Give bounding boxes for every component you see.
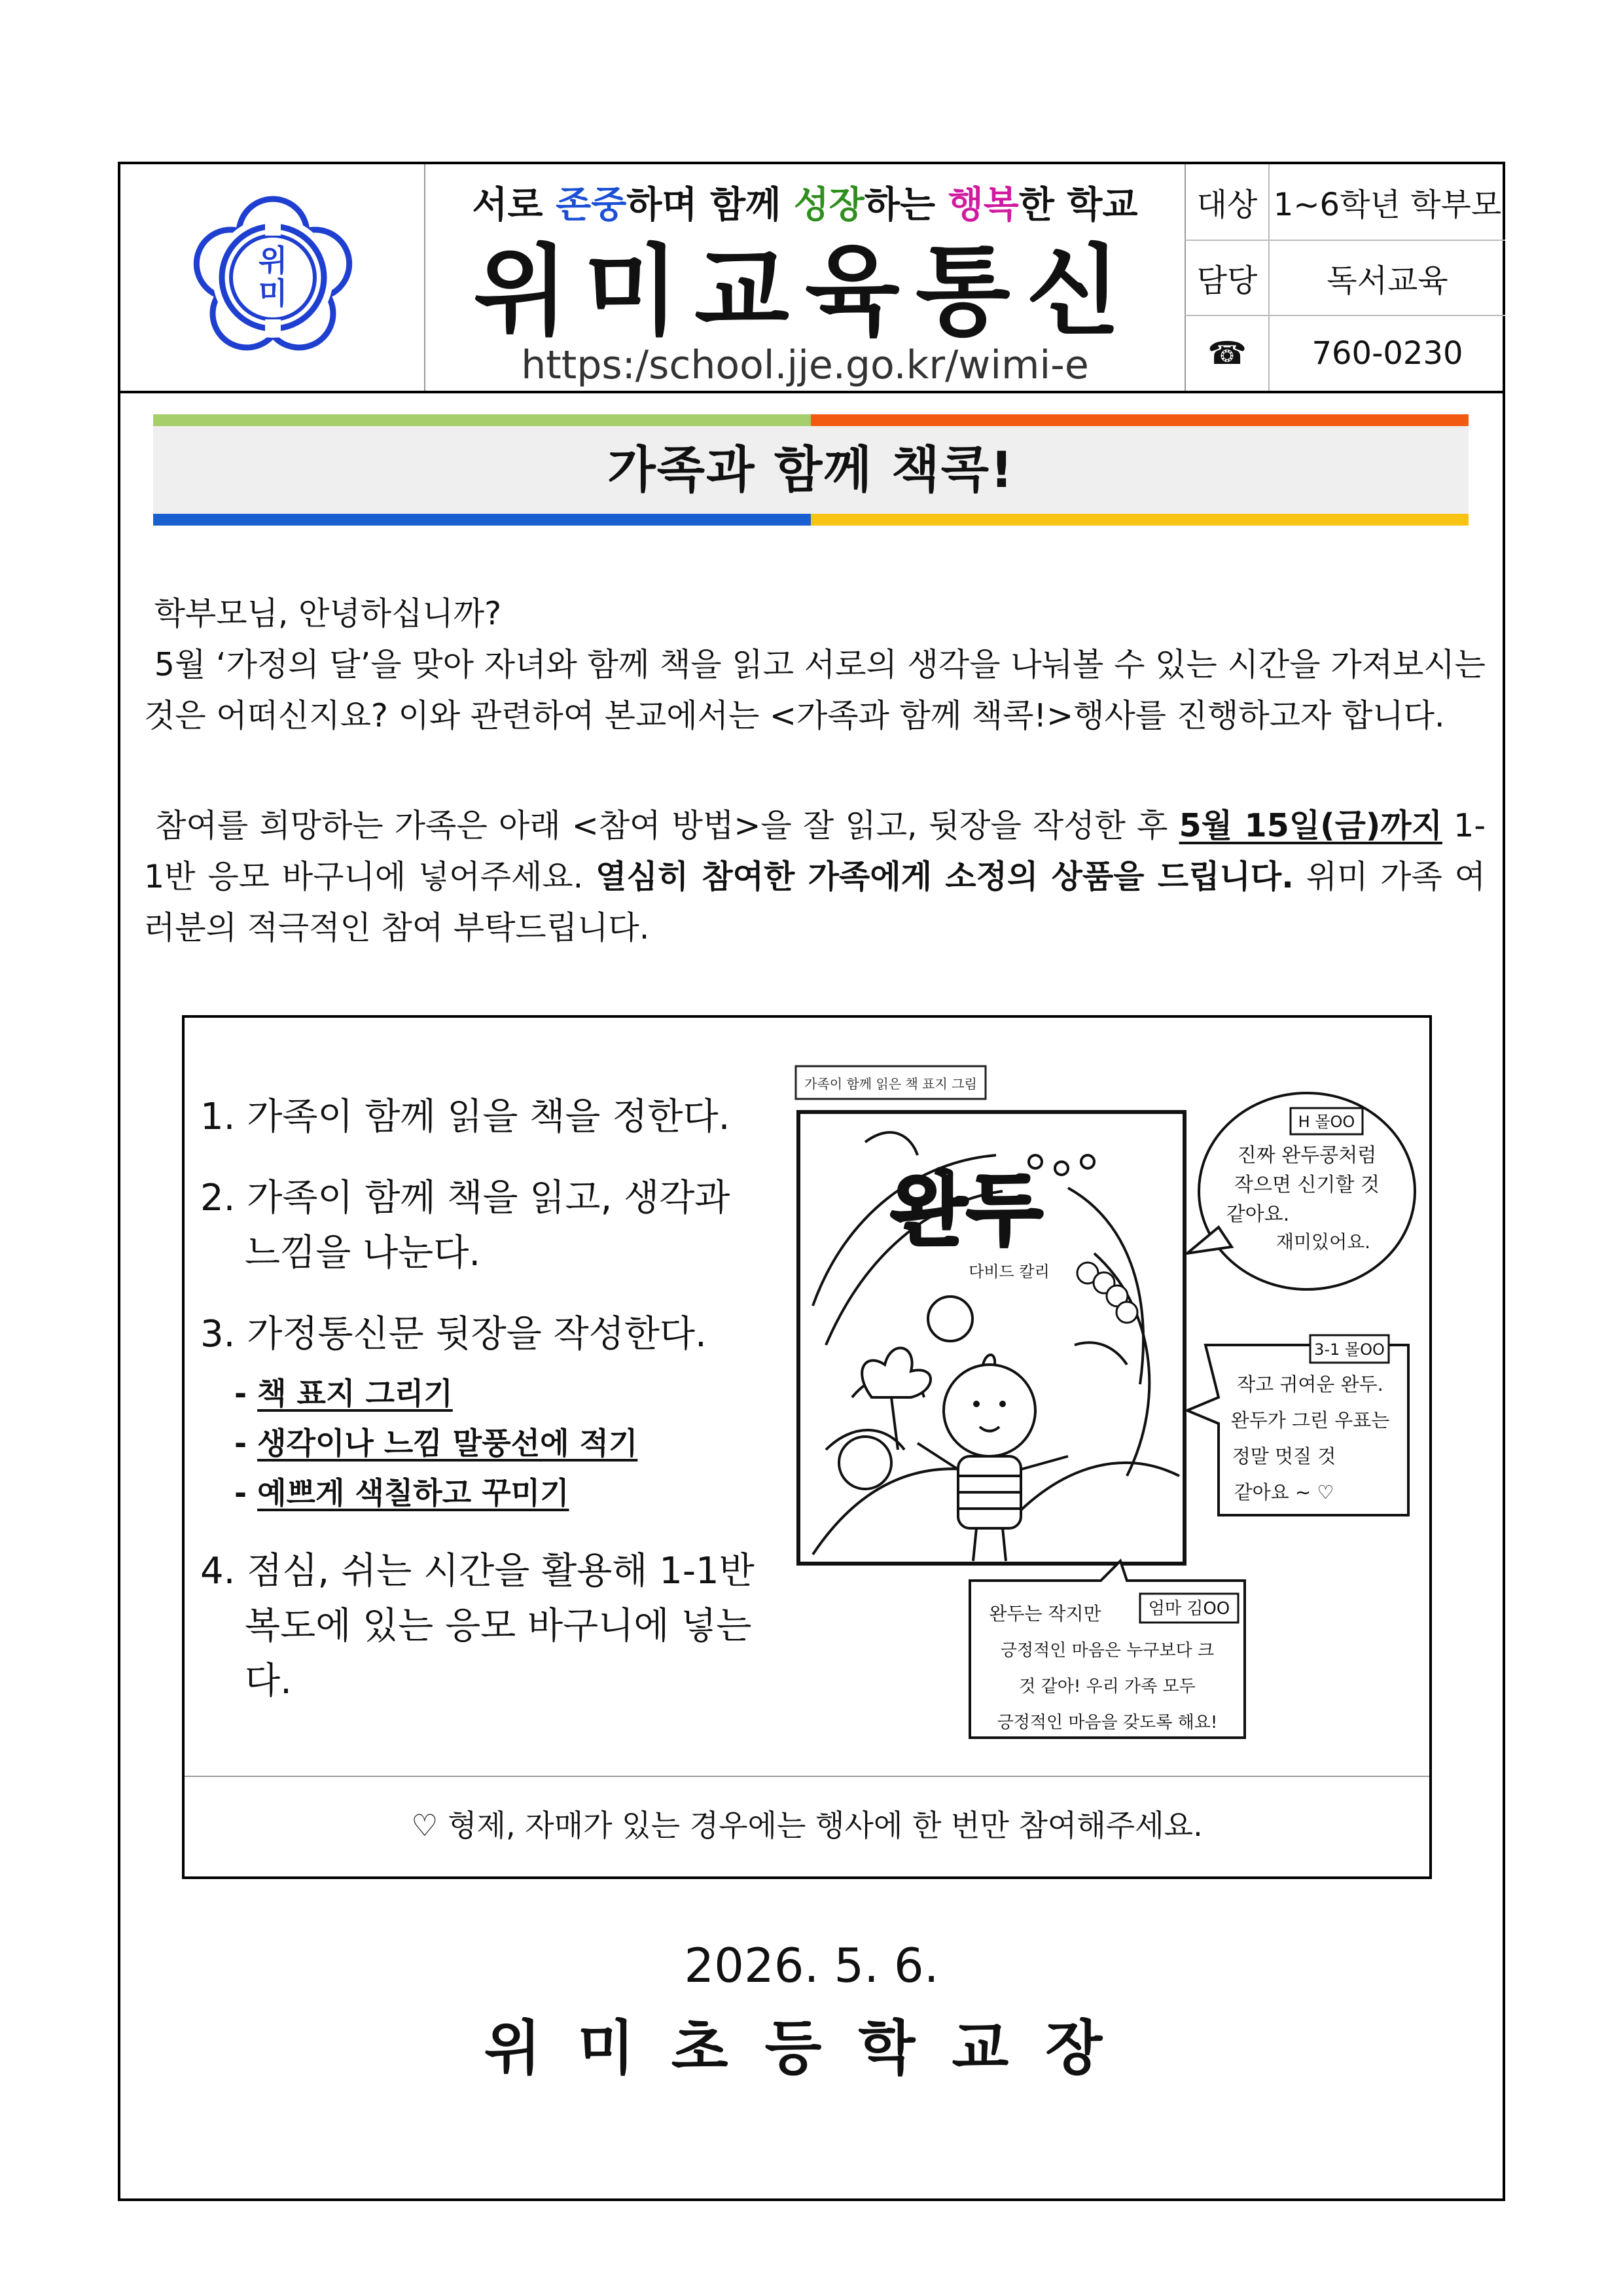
title-banner [153, 414, 1469, 526]
example-illustration [787, 1057, 1421, 1751]
phone-icon: ☎ [1186, 316, 1270, 391]
bar-yellow [811, 514, 1469, 526]
book-title: 완두 [891, 1165, 1043, 1256]
svg-text:엄마 김OO: 엄마 김OO [1148, 1599, 1230, 1619]
step-3: 3. 가정통신문 뒷장을 작성한다. [200, 1313, 707, 1355]
issue-date: 2026. 5. 6. [684, 1938, 939, 1993]
book-author: 다비드 칼리 [969, 1263, 1050, 1281]
info-row-target: 대상 1~6학년 학부모 [1185, 164, 1505, 240]
school-url[interactable]: https:/school.jje.go.kr/wimi-e [521, 342, 1089, 388]
svg-text:재미있어요.: 재미있어요. [1275, 1231, 1371, 1253]
step-2: 2. 가족이 함께 책을 읽고, 생각과 느낌을 나눈다. [200, 1177, 730, 1274]
svg-text:완두는 작지만: 완두는 작지만 [989, 1603, 1101, 1624]
step-1: 1. 가족이 함께 읽을 책을 정한다. [200, 1096, 730, 1138]
svg-text:정말 멋질 것: 정말 멋질 것 [1232, 1445, 1336, 1467]
svg-text:긍정적인 마음을 갖도록 해요!: 긍정적인 마음을 갖도록 해요! [997, 1713, 1218, 1732]
bar-orange [811, 414, 1469, 426]
svg-text:미: 미 [258, 276, 288, 311]
bar-blue [153, 514, 811, 526]
info-row-phone: ☎ 760-0230 [1185, 315, 1505, 391]
subitem: - 책 표지 그리기 [234, 1376, 453, 1411]
svg-text:진짜 완두콩처럼: 진짜 완두콩처럼 [1237, 1144, 1377, 1167]
school-emblem [120, 164, 425, 391]
svg-text:H 몰OO: H 몰OO [1298, 1113, 1355, 1131]
method-steps [200, 1090, 763, 1735]
illustration-caption: 가족이 함께 읽은 책 표지 그림 [804, 1076, 977, 1092]
school-motto: 서로 존중하며 함께 성장하는 행복한 학교 [472, 184, 1138, 226]
letter-intro [144, 588, 1486, 742]
svg-text:완두가 그린 우표는: 완두가 그린 우표는 [1230, 1409, 1390, 1431]
sibling-note: ♡ 형제, 자매가 있는 경우에는 행사에 한 번만 참여해주세요. [185, 1776, 1429, 1880]
paragraph-1: 5월 ‘가정의 달’을 맞아 자녀와 함께 책을 읽고 서로의 생각을 나눠볼 수 있는 시간을 가져보시는 것은 어떠신지요? 이와 관련하여 본교에서는 <가족과 함께 책콕!>행사를 진행하고자 합니다. [144, 646, 1486, 734]
greeting: 학부모님, 안녕하십니까? [154, 595, 502, 632]
title-cell [425, 164, 1185, 391]
info-row-department: 담당 독서교육 [1185, 240, 1505, 315]
svg-text:작으면 신기할 것: 작으면 신기할 것 [1234, 1174, 1380, 1196]
step-4: 4. 점심, 쉬는 시간을 활용해 1-1반 복도에 있는 응모 바구니에 넣는다. [200, 1550, 755, 1702]
deadline: 5월 15일(금)까지 [1179, 807, 1442, 844]
svg-text:작고 귀여운 완두.: 작고 귀여운 완두. [1237, 1373, 1383, 1395]
svg-text:것 같아! 우리 가족 모두: 것 같아! 우리 가족 모두 [1019, 1677, 1196, 1696]
prize-notice: 열심히 참여한 가족에게 소정의 상품을 드립니다. [596, 858, 1294, 895]
svg-text:3-1 몰OO: 3-1 몰OO [1314, 1340, 1385, 1359]
bar-green [153, 414, 811, 426]
participation-method-box [182, 1015, 1432, 1879]
logo-cell [120, 164, 425, 391]
subitem: - 예쁘게 색칠하고 꾸미기 [234, 1475, 569, 1511]
header [120, 164, 1503, 393]
emblem-text: 위 [258, 243, 288, 278]
principal-signature: 위미초등학교장 [484, 2014, 1139, 2083]
svg-text:같아요.: 같아요. [1226, 1203, 1290, 1226]
subitem: - 생각이나 느낌 말풍선에 적기 [234, 1426, 638, 1461]
svg-text:긍정적인 마음은 누구보다 크: 긍정적인 마음은 누구보다 크 [1000, 1641, 1215, 1660]
masthead-title: 위미교육통신 [473, 235, 1137, 349]
newsletter-frame [118, 162, 1505, 2201]
letter-paragraph-2: 참여를 희망하는 가족은 아래 <참여 방법>을 잘 읽고, 뒷장을 작성한 후 5월 15일(금)까지 1-1반 응모 바구니에 넣어주세요. 열심히 참여한 가족에게 소정의 상품을 드립니다. 위미 가족 여러분의 적극적인 참여 부탁드립니다. [144, 807, 1486, 946]
svg-text:같아요 ~ ♡: 같아요 ~ ♡ [1234, 1481, 1334, 1503]
banner-title: 가족과 함께 책콕! [607, 440, 1014, 499]
info-table [1185, 164, 1505, 391]
